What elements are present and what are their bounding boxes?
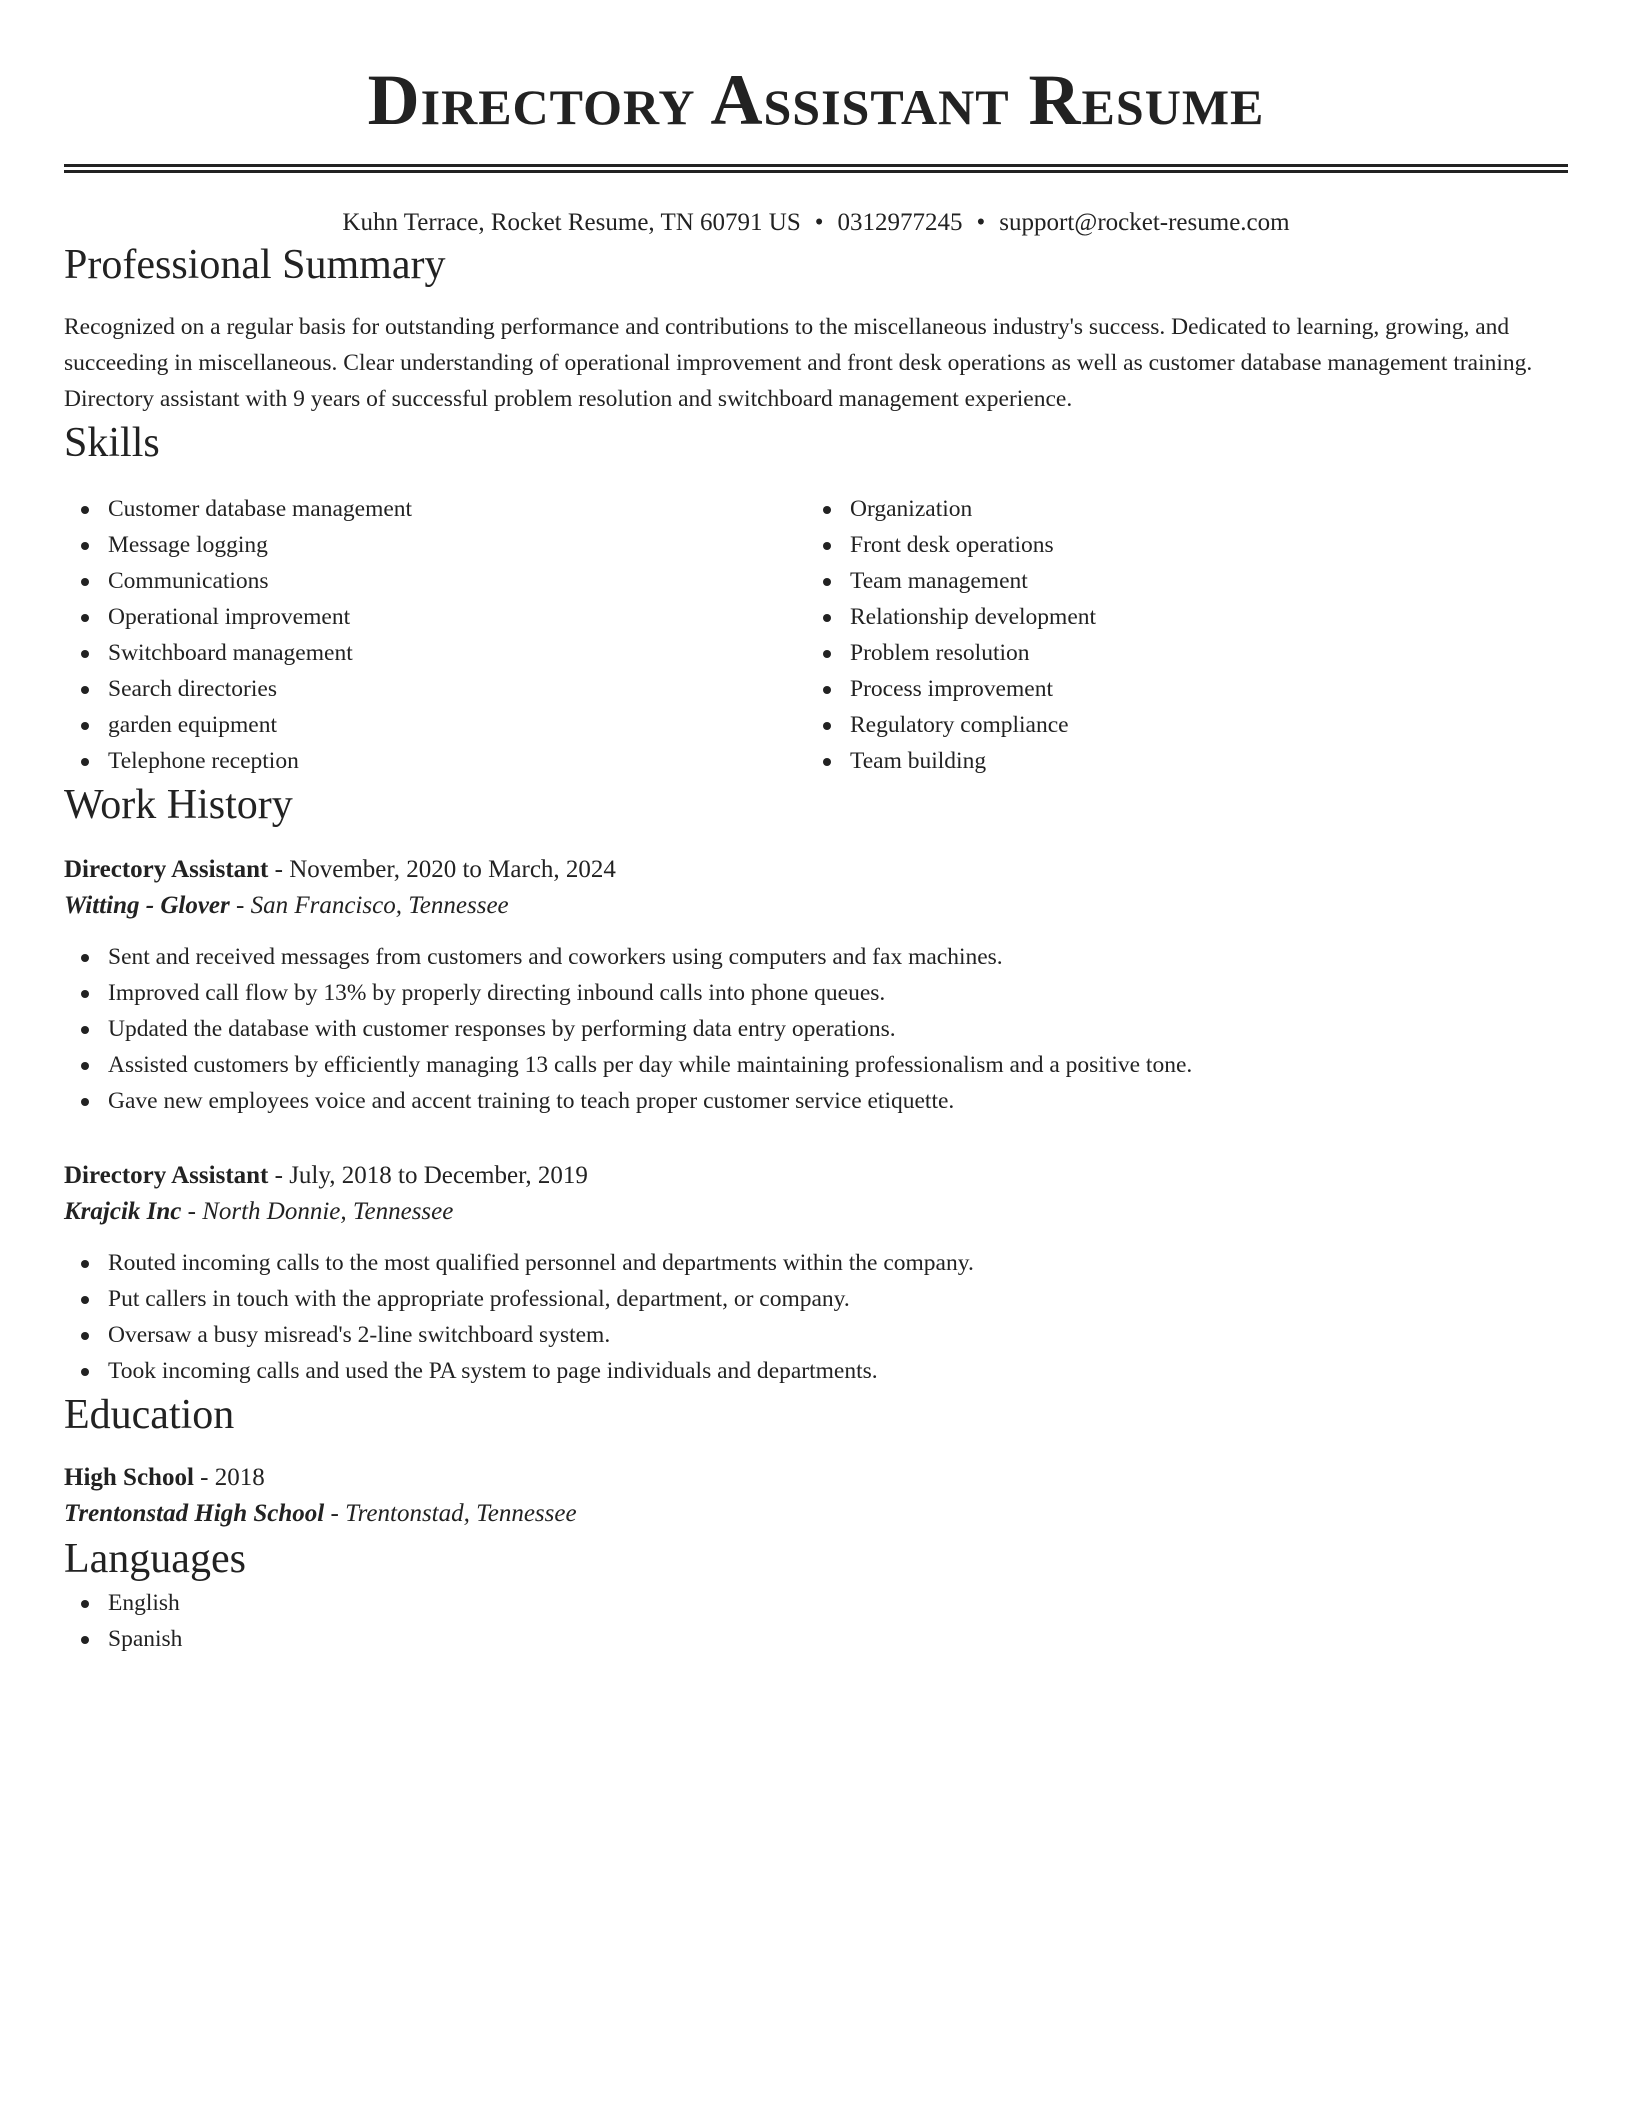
skill-item: Message logging <box>64 527 806 563</box>
job-duty-item: Gave new employees voice and accent training to teach proper customer service etiquette. <box>64 1083 1568 1119</box>
work-history-heading: Work History <box>64 782 293 828</box>
education-year: - 2018 <box>193 1464 265 1491</box>
skills-column-left <box>64 491 806 779</box>
skill-item: Process improvement <box>806 671 1548 707</box>
job-title-line <box>64 1159 1568 1193</box>
job-dates: - November, 2020 to March, 2024 <box>268 856 616 883</box>
skill-item: Team management <box>806 563 1548 599</box>
job-entry <box>64 853 1568 1119</box>
summary-text: Recognized on a regular basis for outstanding performance and contributions to the miscellaneous industry's success. Dedicated to learning, growing, and succeeding in miscellaneous. Clear understanding of operational improvement and front desk operations as well as customer database management training. Directory assistant with 9 years of successful problem resolution and switchboard management experience. <box>64 314 1533 412</box>
skills-column-right <box>806 491 1548 779</box>
skill-item: Telephone reception <box>64 743 806 779</box>
job-duty-item: Improved call flow by 13% by properly directing inbound calls into phone queues. <box>64 975 1568 1011</box>
contact-email: support@rocket-resume.com <box>999 209 1290 236</box>
job-duties-list <box>64 939 1568 1119</box>
languages-heading: Languages <box>64 1536 246 1582</box>
job-company-line <box>64 887 1568 925</box>
resume-title: Directory Assistant Resume <box>367 60 1265 140</box>
skill-item: Team building <box>806 743 1548 779</box>
skill-item: Relationship development <box>806 599 1548 635</box>
job-duty-item: Updated the database with customer responses by performing data entry operations. <box>64 1011 1568 1047</box>
skill-item: Organization <box>806 491 1548 527</box>
skills-grid <box>64 491 1568 779</box>
job-title: Directory Assistant <box>64 1162 269 1189</box>
skill-item: Customer database management <box>64 491 806 527</box>
job-title-line <box>64 853 1568 887</box>
job-company-line <box>64 1193 1568 1231</box>
job-company: Krajcik Inc <box>64 1198 182 1225</box>
skill-item: Problem resolution <box>806 635 1548 671</box>
skills-list-right <box>806 491 1548 779</box>
summary-heading: Professional Summary <box>64 242 446 288</box>
job-duty-item: Assisted customers by efficiently managing 13 calls per day while maintaining professionalism and a positive tone. <box>64 1047 1568 1083</box>
skills-heading: Skills <box>64 420 160 466</box>
job-dates: - July, 2018 to December, 2019 <box>268 1162 588 1189</box>
education-degree: High School <box>64 1464 194 1491</box>
skill-item: Regulatory compliance <box>806 707 1548 743</box>
education-heading: Education <box>64 1392 235 1438</box>
skill-item: Operational improvement <box>64 599 806 635</box>
skills-list-left <box>64 491 806 779</box>
languages-list <box>64 1585 1568 1657</box>
skill-item: Search directories <box>64 671 806 707</box>
skill-item: garden equipment <box>64 707 806 743</box>
language-item: English <box>64 1585 1568 1621</box>
education-degree-line <box>64 1461 1568 1495</box>
contact-address: Kuhn Terrace, Rocket Resume, TN 60791 US <box>342 209 801 236</box>
job-company: Witting - Glover <box>64 892 230 919</box>
job-duty-item: Oversaw a busy misread's 2-line switchboard system. <box>64 1317 1568 1353</box>
education-entry <box>64 1461 1568 1533</box>
skill-item: Communications <box>64 563 806 599</box>
contact-phone: 0312977245 <box>837 209 963 236</box>
title-divider <box>64 164 1568 173</box>
skill-item: Front desk operations <box>806 527 1548 563</box>
education-school-line <box>64 1495 1568 1533</box>
skill-item: Switchboard management <box>64 635 806 671</box>
job-title: Directory Assistant <box>64 856 269 883</box>
education-school: Trentonstad High School <box>64 1500 325 1527</box>
contact-separator: • <box>814 209 824 236</box>
job-location: - North Donnie, Tennessee <box>181 1198 454 1225</box>
job-entry <box>64 1159 1568 1389</box>
contact-separator: • <box>976 209 986 236</box>
education-location: - Trentonstad, Tennessee <box>324 1500 577 1527</box>
job-duty-item: Put callers in touch with the appropriate professional, department, or company. <box>64 1281 1568 1317</box>
contact-line <box>64 207 1568 239</box>
resume-page <box>64 0 1568 1657</box>
job-duties-list <box>64 1245 1568 1389</box>
job-location: - San Francisco, Tennessee <box>229 892 509 919</box>
language-item: Spanish <box>64 1621 1568 1657</box>
job-duty-item: Routed incoming calls to the most qualified personnel and departments within the company. <box>64 1245 1568 1281</box>
job-duty-item: Sent and received messages from customers and coworkers using computers and fax machines. <box>64 939 1568 975</box>
job-duty-item: Took incoming calls and used the PA system to page individuals and departments. <box>64 1353 1568 1389</box>
